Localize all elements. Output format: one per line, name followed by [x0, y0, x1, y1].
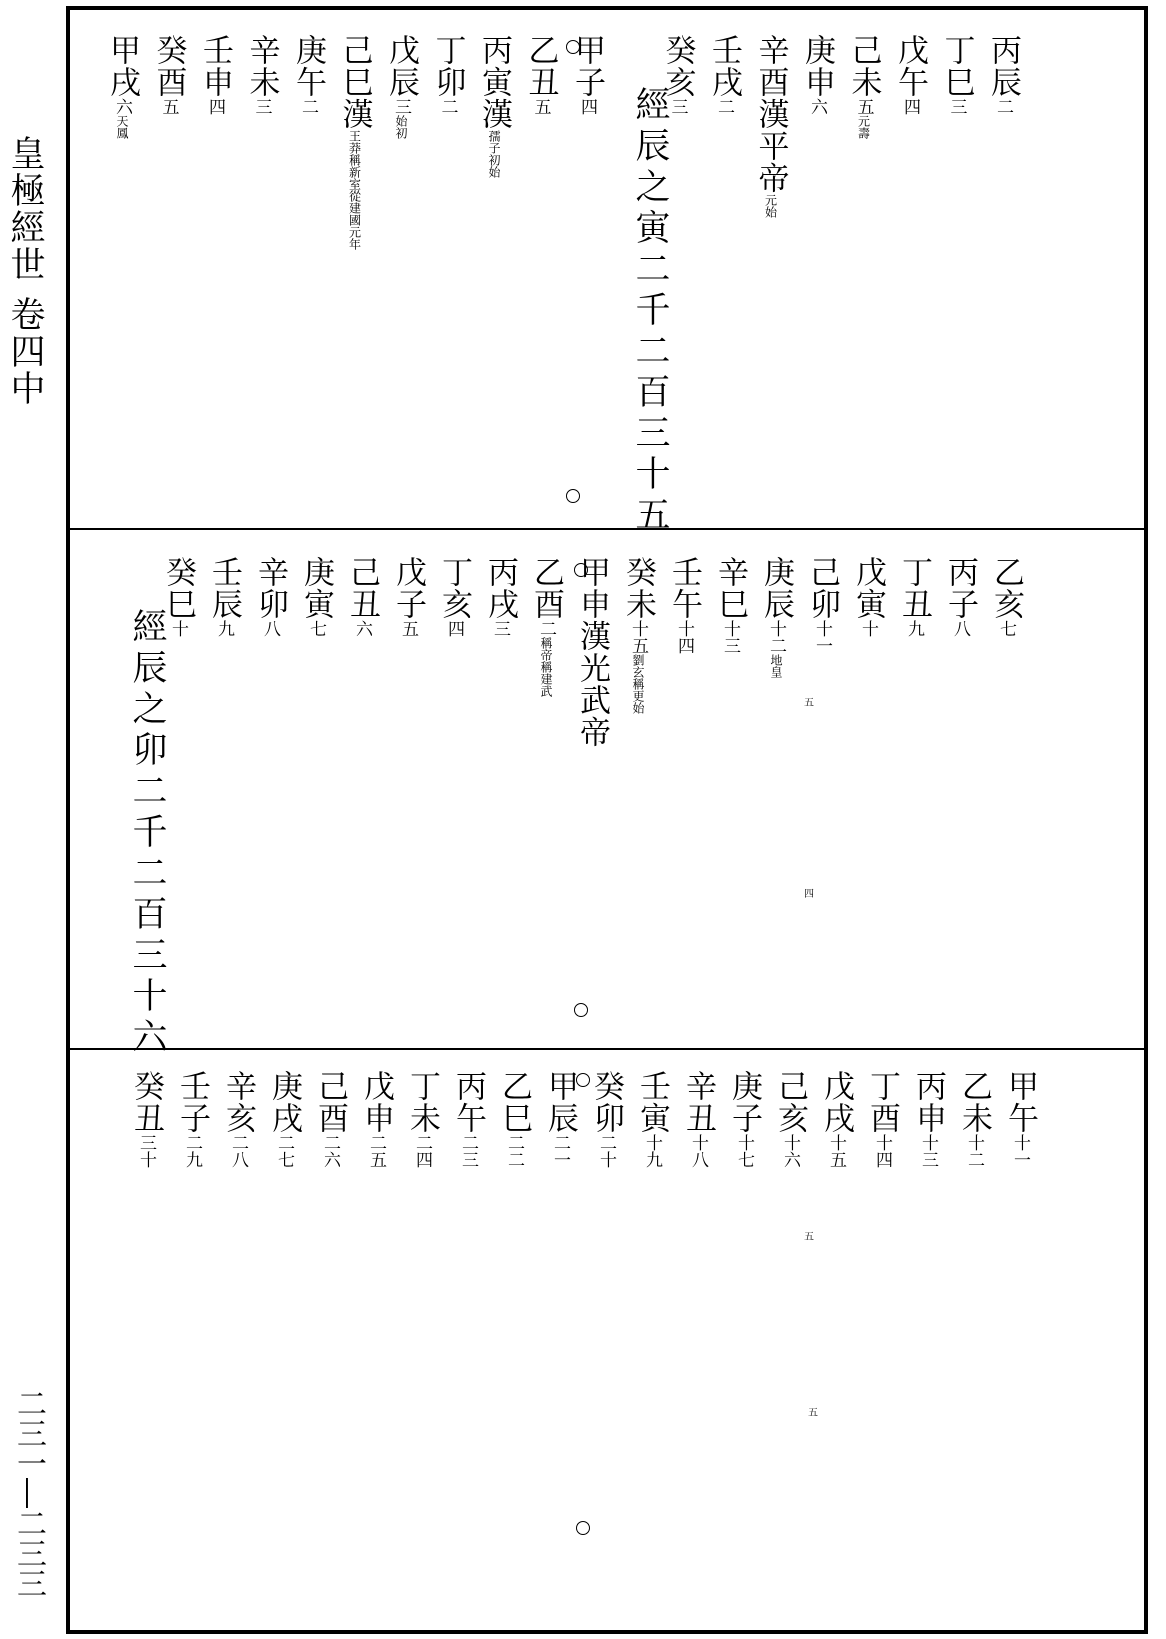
- year-number: 六: [352, 620, 372, 637]
- year-column: [390, 556, 426, 637]
- year-column: [896, 556, 932, 637]
- year-number: 十三: [918, 1134, 938, 1168]
- year-number: 三: [251, 98, 272, 115]
- year-name: 戊寅: [850, 556, 886, 620]
- margin-mark: 五: [804, 1232, 814, 1243]
- year-number: 三: [946, 98, 967, 115]
- year-column: [910, 1070, 946, 1168]
- year-number: 十五: [826, 1134, 846, 1168]
- year-number: 二: [993, 98, 1013, 115]
- page-number: 二三一―二三三: [11, 1388, 46, 1598]
- year-note: 稱帝稱建武: [539, 637, 553, 697]
- year-column: [197, 34, 233, 115]
- year-number: 四: [205, 98, 225, 115]
- year-name: 乙巳: [496, 1070, 532, 1134]
- year-number: 十一: [812, 620, 832, 654]
- year-number: 十七: [734, 1134, 754, 1168]
- year-name: 甲申漢光武帝: [574, 556, 610, 748]
- circle-mark: [574, 1003, 588, 1017]
- year-name: 己丑: [344, 556, 380, 620]
- year-name: 丁未: [404, 1070, 440, 1134]
- year-name: 壬午: [666, 556, 702, 620]
- year-note: 王莽稱新室從建國元年: [347, 130, 362, 250]
- year-number: 十四: [872, 1134, 892, 1168]
- year-column: [846, 34, 882, 139]
- year-number: 三: [490, 620, 510, 637]
- year-name: 甲子: [569, 34, 605, 98]
- year-name: 丙辰: [985, 34, 1021, 98]
- year-column: [312, 1070, 348, 1168]
- year-name: 戊午: [892, 34, 928, 98]
- year-name: 壬戌: [706, 34, 742, 98]
- year-name: 乙亥: [988, 556, 1024, 620]
- year-column: [680, 1070, 716, 1168]
- year-number: 四: [577, 98, 597, 115]
- year-number: 十六: [780, 1134, 800, 1168]
- year-column: [358, 1070, 394, 1168]
- year-column: [850, 556, 886, 637]
- year-name: 辛酉漢平帝: [752, 34, 789, 194]
- year-name: 庚午: [290, 34, 326, 98]
- year-name: 己酉: [312, 1070, 348, 1134]
- year-number: 十: [168, 620, 188, 637]
- year-name: 丁巳: [938, 34, 975, 98]
- year-number: 十: [858, 620, 878, 637]
- year-column: [818, 1070, 854, 1168]
- year-name: 戊子: [390, 556, 426, 620]
- year-number: 二七: [274, 1134, 294, 1168]
- year-number: 五: [398, 620, 418, 637]
- year-column: [939, 34, 975, 115]
- year-column: [436, 556, 472, 637]
- year-number: 八: [260, 620, 280, 637]
- year-note: 地皇: [769, 654, 783, 678]
- year-name: 壬辰: [206, 556, 242, 620]
- year-number: 二: [714, 98, 734, 115]
- circle-mark: [576, 1521, 590, 1535]
- year-name: 辛亥: [220, 1070, 256, 1134]
- year-column: [160, 556, 196, 637]
- year-name: 癸巳: [160, 556, 196, 620]
- year-name: 癸卯: [588, 1070, 624, 1134]
- year-column: [712, 556, 748, 654]
- year-number: 十九: [642, 1134, 662, 1168]
- year-note: 孺子初始: [487, 130, 501, 178]
- year-column: [660, 34, 696, 115]
- year-column: [706, 34, 742, 115]
- year-name: 丁卯: [429, 34, 466, 98]
- year-number: 二一: [550, 1134, 570, 1168]
- year-name: 丙午: [450, 1070, 486, 1134]
- year-name: 癸酉: [150, 34, 187, 98]
- year-number: 二六: [320, 1134, 340, 1168]
- year-column: [104, 34, 140, 139]
- year-name: 壬子: [174, 1070, 210, 1134]
- year-number: 九: [904, 620, 924, 637]
- year-name: 乙丑: [522, 34, 559, 98]
- page-frame: [66, 6, 1148, 1634]
- year-number: 十八: [688, 1134, 708, 1168]
- year-column: [799, 34, 835, 115]
- year-number: 九: [214, 620, 234, 637]
- section-divider: [70, 1048, 1144, 1050]
- year-name: 壬寅: [634, 1070, 670, 1134]
- year-name: 甲辰: [542, 1070, 578, 1134]
- year-column: [404, 1070, 440, 1168]
- year-note: 始初: [394, 115, 408, 139]
- year-number: 三: [667, 98, 688, 115]
- year-column: [476, 34, 512, 178]
- section-heading: 經辰之寅二千二百三十五: [630, 86, 670, 537]
- year-number: 十三: [720, 620, 740, 654]
- year-name: 丙申: [910, 1070, 946, 1134]
- year-column: [574, 556, 610, 748]
- year-column: [206, 556, 242, 637]
- section-divider: [70, 528, 1144, 530]
- year-column: [344, 556, 380, 637]
- year-number: 二: [437, 98, 458, 115]
- year-column: [942, 556, 978, 637]
- year-name: 丙子: [942, 556, 978, 620]
- circle-mark: [566, 489, 580, 503]
- year-name: 己卯: [804, 556, 840, 620]
- year-name: 辛未: [243, 34, 280, 98]
- margin-mark: 五: [808, 1408, 818, 1419]
- year-name: 戊戌: [818, 1070, 854, 1134]
- year-column: [290, 34, 326, 115]
- year-number: 六: [807, 98, 827, 115]
- year-number: 七: [306, 620, 326, 637]
- year-column: [252, 556, 288, 637]
- year-column: [988, 556, 1024, 637]
- year-name: 乙未: [956, 1070, 992, 1134]
- year-column: [892, 34, 928, 115]
- year-number: 三: [391, 98, 411, 115]
- year-column: [174, 1070, 210, 1168]
- year-column: [337, 34, 373, 250]
- year-number: 二九: [182, 1134, 202, 1168]
- year-number: 二五: [366, 1134, 386, 1168]
- year-number: 七: [996, 620, 1016, 637]
- year-column: [542, 1070, 578, 1168]
- year-number: 二三: [458, 1134, 478, 1168]
- year-column: [523, 34, 559, 115]
- year-name: 庚子: [726, 1070, 762, 1134]
- year-column: [804, 556, 840, 654]
- year-column: [496, 1070, 532, 1168]
- year-column: [666, 556, 702, 654]
- year-column: [758, 556, 794, 678]
- year-note: 元始: [763, 194, 778, 218]
- year-number: 二: [298, 98, 318, 115]
- year-column: [482, 556, 518, 637]
- year-column: [772, 1070, 808, 1168]
- year-column: [985, 34, 1021, 115]
- year-column: [266, 1070, 302, 1168]
- year-column: [634, 1070, 670, 1168]
- year-number: 四: [444, 620, 464, 637]
- year-column: [726, 1070, 762, 1168]
- year-number: 五: [158, 98, 179, 115]
- year-number: 二八: [228, 1134, 248, 1168]
- year-name: 癸丑: [128, 1070, 164, 1134]
- year-name: 甲戌: [104, 34, 140, 98]
- year-column: [864, 1070, 900, 1168]
- year-column: [151, 34, 187, 115]
- year-number: 四: [900, 98, 920, 115]
- year-number: 十二: [766, 620, 786, 654]
- year-name: 辛卯: [252, 556, 288, 620]
- year-note: 天鳳: [115, 115, 129, 139]
- year-column: [450, 1070, 486, 1168]
- year-number: 十四: [674, 620, 694, 654]
- year-name: 己亥: [772, 1070, 808, 1134]
- year-number: 十五: [628, 620, 648, 654]
- year-name: 甲午: [1002, 1070, 1038, 1134]
- year-name: 乙酉: [528, 556, 564, 620]
- year-name: 癸未: [620, 556, 656, 620]
- year-column: [588, 1070, 624, 1168]
- section-heading: 經辰之卯二千二百三十六: [127, 608, 167, 1059]
- year-note: 元壽: [856, 115, 871, 139]
- circle-mark: [576, 1073, 590, 1087]
- year-column: [383, 34, 419, 139]
- margin-mark: 四: [804, 889, 814, 900]
- year-name: 丙寅漢: [476, 34, 512, 130]
- year-name: 己巳漢: [336, 34, 373, 130]
- year-number: 六: [112, 98, 132, 115]
- year-number: 五: [853, 98, 874, 115]
- year-column: [220, 1070, 256, 1168]
- year-name: 丁丑: [896, 556, 932, 620]
- margin-mark: 五: [804, 698, 814, 709]
- year-name: 丙戌: [482, 556, 518, 620]
- book-title: 皇極經世 卷四中: [5, 135, 45, 408]
- year-name: 壬申: [197, 34, 233, 98]
- year-number: 二: [536, 620, 556, 637]
- year-name: 癸亥: [659, 34, 696, 98]
- year-name: 丁酉: [864, 1070, 900, 1134]
- year-name: 庚寅: [298, 556, 334, 620]
- year-column: [298, 556, 334, 637]
- year-name: 丁亥: [436, 556, 472, 620]
- circle-mark: [566, 40, 580, 54]
- circle-mark: [574, 563, 588, 577]
- year-number: 十一: [1010, 1134, 1030, 1168]
- year-number: 三十: [136, 1134, 156, 1168]
- year-name: 庚戌: [266, 1070, 302, 1134]
- year-column: [244, 34, 280, 115]
- year-name: 己未: [845, 34, 882, 98]
- year-name: 庚申: [799, 34, 835, 98]
- year-name: 庚辰: [758, 556, 794, 620]
- year-number: 八: [950, 620, 970, 637]
- year-name: 戊申: [358, 1070, 394, 1134]
- year-column: [753, 34, 789, 218]
- year-number: 二十: [596, 1134, 616, 1168]
- year-column: [128, 1070, 164, 1168]
- year-column: [620, 556, 656, 714]
- year-column: [528, 556, 564, 697]
- year-name: 辛巳: [712, 556, 748, 620]
- year-column: [1002, 1070, 1038, 1168]
- year-number: 二二: [504, 1134, 524, 1168]
- year-column: [430, 34, 466, 115]
- year-name: 戊辰: [383, 34, 419, 98]
- year-column: [956, 1070, 992, 1168]
- year-number: 五: [530, 98, 551, 115]
- year-name: 辛丑: [680, 1070, 716, 1134]
- year-number: 二四: [412, 1134, 432, 1168]
- year-note: 劉玄稱更始: [631, 654, 645, 714]
- year-number: 十二: [964, 1134, 984, 1168]
